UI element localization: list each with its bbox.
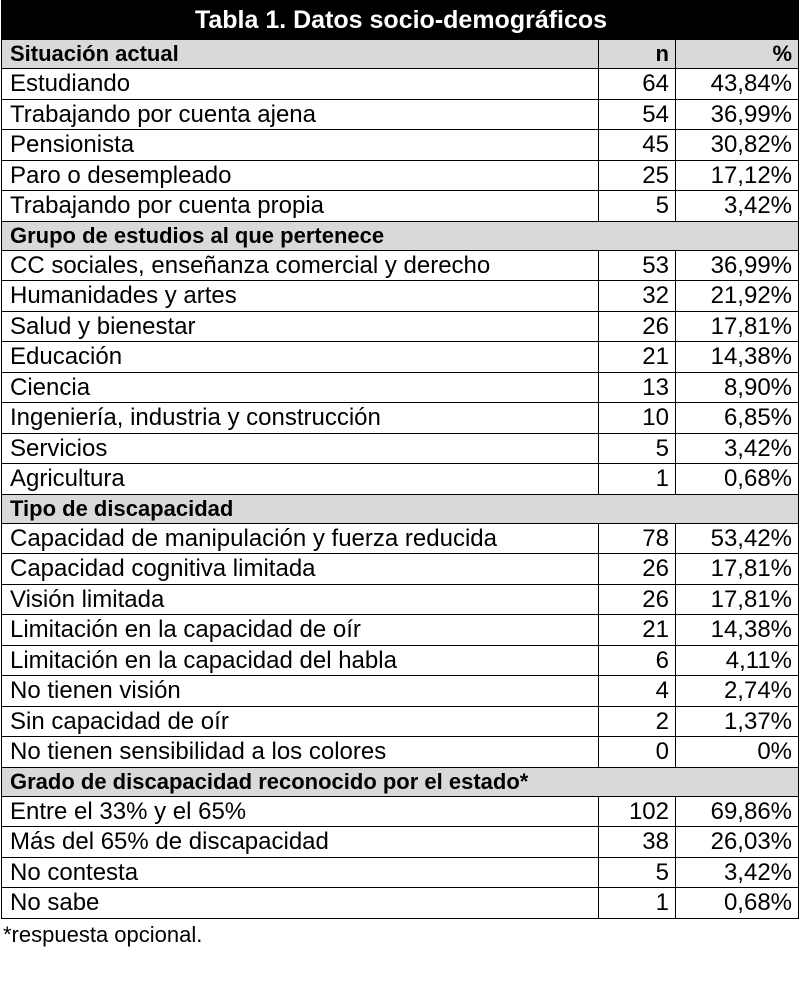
row-count: 64	[599, 69, 676, 100]
table-title: Tabla 1. Datos socio-demográficos	[2, 1, 799, 40]
row-percent: 0,68%	[676, 888, 799, 919]
row-label: Ingeniería, industria y construcción	[2, 403, 599, 434]
table-row	[2, 372, 799, 403]
row-label: Agricultura	[2, 464, 599, 495]
row-percent: 3,42%	[676, 433, 799, 464]
table-row	[2, 281, 799, 312]
row-percent: 36,99%	[676, 250, 799, 281]
row-count: 2	[599, 706, 676, 737]
section-header-row	[2, 40, 799, 69]
section-header-row	[2, 494, 799, 523]
table-row	[2, 160, 799, 191]
section-header: Situación actual	[2, 40, 599, 69]
socio-demographic-table-container	[1, 0, 798, 948]
column-header-n: n	[599, 40, 676, 69]
row-label: No contesta	[2, 857, 599, 888]
table-row	[2, 554, 799, 585]
row-count: 21	[599, 342, 676, 373]
row-count: 45	[599, 130, 676, 161]
section-header-row	[2, 221, 799, 250]
socio-demographic-table	[1, 0, 799, 919]
row-count: 38	[599, 827, 676, 858]
table-row	[2, 464, 799, 495]
row-count: 4	[599, 676, 676, 707]
table-body	[2, 40, 799, 919]
table-row	[2, 888, 799, 919]
row-label: Servicios	[2, 433, 599, 464]
row-percent: 14,38%	[676, 342, 799, 373]
table-row	[2, 523, 799, 554]
column-header-percent: %	[676, 40, 799, 69]
table-row	[2, 191, 799, 222]
row-percent: 36,99%	[676, 99, 799, 130]
row-label: No tienen visión	[2, 676, 599, 707]
row-percent: 0,68%	[676, 464, 799, 495]
table-row	[2, 311, 799, 342]
section-header: Tipo de discapacidad	[2, 494, 799, 523]
row-percent: 14,38%	[676, 615, 799, 646]
row-count: 53	[599, 250, 676, 281]
row-percent: 0%	[676, 737, 799, 768]
table-row	[2, 706, 799, 737]
row-label: Trabajando por cuenta ajena	[2, 99, 599, 130]
row-label: Limitación en la capacidad del habla	[2, 645, 599, 676]
row-label: Limitación en la capacidad de oír	[2, 615, 599, 646]
row-percent: 30,82%	[676, 130, 799, 161]
row-label: Trabajando por cuenta propia	[2, 191, 599, 222]
row-percent: 1,37%	[676, 706, 799, 737]
row-count: 5	[599, 433, 676, 464]
row-label: Más del 65% de discapacidad	[2, 827, 599, 858]
row-count: 5	[599, 857, 676, 888]
row-percent: 26,03%	[676, 827, 799, 858]
row-percent: 2,74%	[676, 676, 799, 707]
row-label: No tienen sensibilidad a los colores	[2, 737, 599, 768]
table-row	[2, 99, 799, 130]
row-percent: 17,12%	[676, 160, 799, 191]
row-count: 1	[599, 464, 676, 495]
row-count: 26	[599, 584, 676, 615]
section-header: Grupo de estudios al que pertenece	[2, 221, 799, 250]
table-row	[2, 676, 799, 707]
row-percent: 3,42%	[676, 191, 799, 222]
row-percent: 8,90%	[676, 372, 799, 403]
row-percent: 21,92%	[676, 281, 799, 312]
row-count: 13	[599, 372, 676, 403]
table-row	[2, 645, 799, 676]
table-row	[2, 615, 799, 646]
row-label: Pensionista	[2, 130, 599, 161]
footnote: *respuesta opcional.	[3, 921, 203, 947]
row-count: 102	[599, 796, 676, 827]
row-percent: 3,42%	[676, 857, 799, 888]
row-label: No sabe	[2, 888, 599, 919]
table-row	[2, 433, 799, 464]
table-row	[2, 584, 799, 615]
row-count: 5	[599, 191, 676, 222]
table-row	[2, 796, 799, 827]
row-label: Ciencia	[2, 372, 599, 403]
row-count: 21	[599, 615, 676, 646]
row-label: Entre el 33% y el 65%	[2, 796, 599, 827]
row-count: 26	[599, 554, 676, 585]
row-label: Capacidad de manipulación y fuerza reducida	[2, 523, 599, 554]
row-count: 25	[599, 160, 676, 191]
row-label: Paro o desempleado	[2, 160, 599, 191]
row-label: CC sociales, enseñanza comercial y derecho	[2, 250, 599, 281]
row-label: Visión limitada	[2, 584, 599, 615]
table-row	[2, 403, 799, 434]
row-count: 54	[599, 99, 676, 130]
row-label: Sin capacidad de oír	[2, 706, 599, 737]
table-row	[2, 342, 799, 373]
row-count: 32	[599, 281, 676, 312]
row-label: Humanidades y artes	[2, 281, 599, 312]
row-percent: 53,42%	[676, 523, 799, 554]
table-row	[2, 69, 799, 100]
row-percent: 4,11%	[676, 645, 799, 676]
row-percent: 17,81%	[676, 554, 799, 585]
row-label: Estudiando	[2, 69, 599, 100]
row-label: Salud y bienestar	[2, 311, 599, 342]
table-row	[2, 737, 799, 768]
row-count: 1	[599, 888, 676, 919]
section-header-row	[2, 767, 799, 796]
table-row	[2, 130, 799, 161]
row-percent: 43,84%	[676, 69, 799, 100]
row-percent: 17,81%	[676, 584, 799, 615]
table-row	[2, 827, 799, 858]
section-header: Grado de discapacidad reconocido por el estado*	[2, 767, 799, 796]
row-count: 6	[599, 645, 676, 676]
table-row	[2, 857, 799, 888]
row-label: Educación	[2, 342, 599, 373]
row-count: 10	[599, 403, 676, 434]
row-label: Capacidad cognitiva limitada	[2, 554, 599, 585]
row-count: 26	[599, 311, 676, 342]
table-row	[2, 250, 799, 281]
row-percent: 69,86%	[676, 796, 799, 827]
row-percent: 17,81%	[676, 311, 799, 342]
row-count: 78	[599, 523, 676, 554]
table-title-row	[2, 1, 799, 40]
row-percent: 6,85%	[676, 403, 799, 434]
row-count: 0	[599, 737, 676, 768]
